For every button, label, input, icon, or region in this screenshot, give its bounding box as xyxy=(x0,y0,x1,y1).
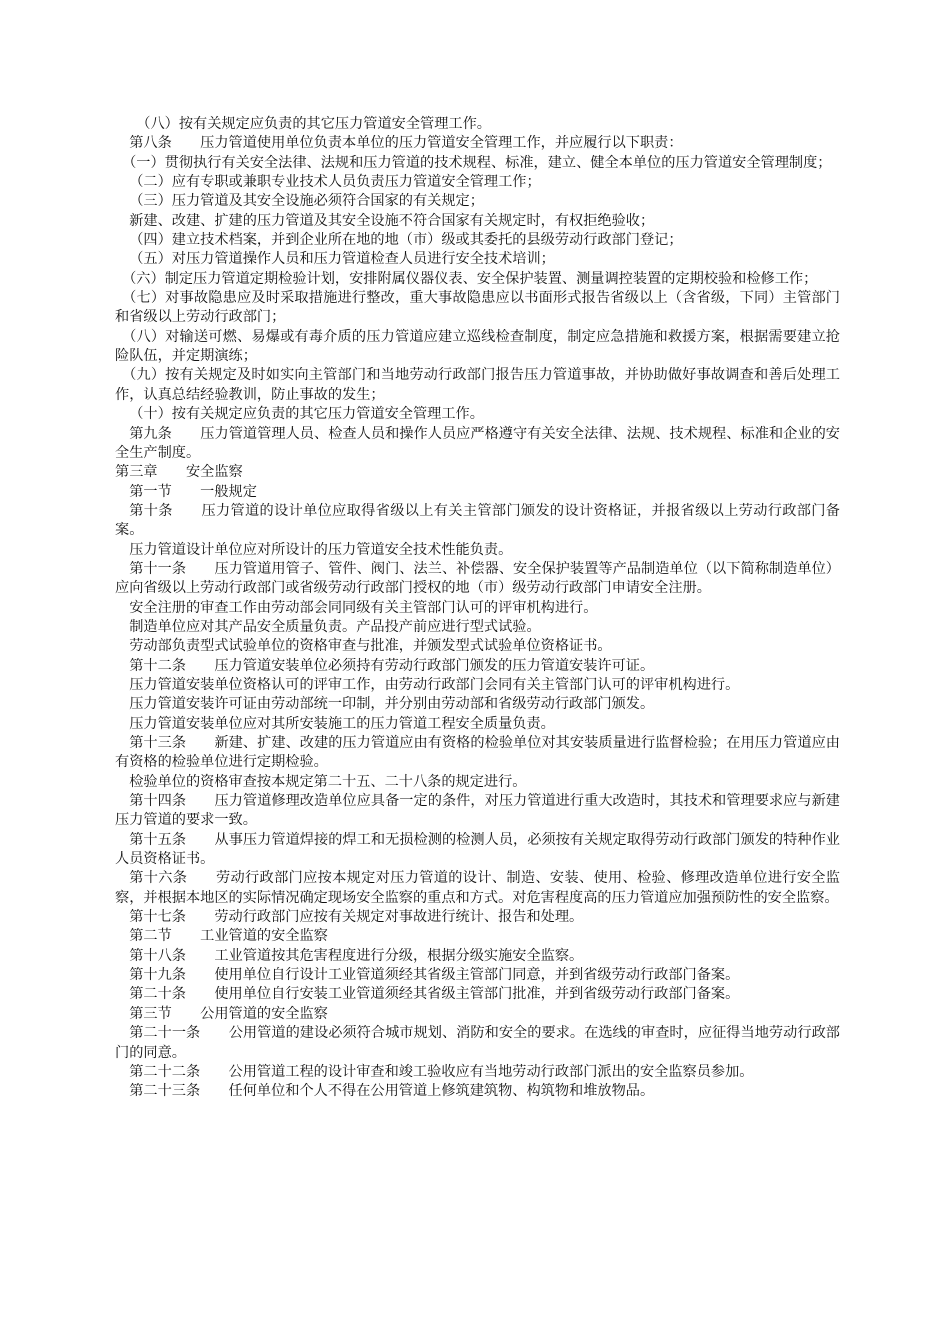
clause-paragraph xyxy=(115,599,840,618)
clause-paragraph xyxy=(115,328,840,367)
paragraph-text: 检验单位的资格审查按本规定第二十五、二十八条的规定进行。 xyxy=(129,773,527,790)
paragraph-text: 压力管道安装单位应对其所安装施工的压力管道工程安全质量负责。 xyxy=(129,715,555,732)
paragraph-text: 压力管道使用单位负责本单位的压力管道安全管理工作，并应履行以下职责： xyxy=(200,135,683,152)
clause-paragraph xyxy=(115,231,840,250)
article-heading: 第十五条 xyxy=(129,831,187,848)
paragraph-text: （二）应有专职或兼职专业技术人员负责压力管道安全管理工作； xyxy=(129,174,541,191)
clause-paragraph xyxy=(115,192,840,211)
article-heading: 第二十三条 xyxy=(129,1083,201,1100)
article-paragraph xyxy=(115,425,840,464)
article-heading: 第二节 xyxy=(129,928,172,945)
article-heading: 第三节 xyxy=(129,1005,172,1022)
article-heading: 第八条 xyxy=(129,135,172,152)
paragraph-text: 任何单位和个人不得在公用管道上修筑建筑物、构筑物和堆放物品。 xyxy=(228,1083,655,1100)
paragraph-text: （九）按有关规定及时如实向主管部门和当地劳动行政部门报告压力管道事故，并协助做好事故调查和善后处理工作，认真总结经验教训，防止事故的发生； xyxy=(115,367,840,403)
paragraph-text: （七）对事故隐患应及时采取措施进行整改，重大事故隐患应以书面形式报告省级以上（含省级，下同）主管部门和省级以上劳动行政部门； xyxy=(115,290,840,326)
article-paragraph xyxy=(115,560,840,599)
article-paragraph xyxy=(115,134,840,153)
paragraph-text: 压力管道安装单位资格认可的评审工作，由劳动行政部门会同有关主管部门认可的评审机构进行。 xyxy=(129,676,740,693)
article-paragraph xyxy=(115,657,840,676)
article-heading: 第九条 xyxy=(129,425,172,442)
article-paragraph xyxy=(115,1082,840,1101)
article-paragraph xyxy=(115,502,840,541)
clause-paragraph xyxy=(115,366,840,405)
article-heading: 第二十二条 xyxy=(129,1063,201,1080)
article-heading: 第二十一条 xyxy=(129,1025,201,1042)
paragraph-text: 制造单位应对其产品安全质量负责。产品投产前应进行型式试验。 xyxy=(129,618,541,635)
article-paragraph xyxy=(115,1005,840,1024)
document-page xyxy=(115,115,840,1102)
paragraph-text: 压力管道的设计单位应取得省级以上有关主管部门颁发的设计资格证，并报省级以上劳动行政部门备案。 xyxy=(115,502,840,539)
clause-paragraph xyxy=(115,212,840,231)
paragraph-text: 公用管道的建设必须符合城市规划、消防和安全的要求。在选线的审查时，应征得当地劳动行政部门的同意。 xyxy=(115,1025,840,1061)
clause-paragraph xyxy=(115,695,840,714)
clause-paragraph xyxy=(115,541,840,560)
paragraph-text: 工业管道按其危害程度进行分级，根据分级实施安全监察。 xyxy=(214,947,584,964)
clause-paragraph xyxy=(115,270,840,289)
article-heading: 第十七条 xyxy=(129,909,186,926)
article-heading: 第十四条 xyxy=(129,793,187,810)
clause-paragraph xyxy=(115,405,840,424)
article-paragraph xyxy=(115,463,840,482)
article-heading: 第十条 xyxy=(129,502,173,519)
paragraph-text: 压力管道设计单位应对所设计的压力管道安全技术性能负责。 xyxy=(129,541,513,558)
paragraph-text: 一般规定 xyxy=(200,483,257,500)
paragraph-text: 新建、扩建、改建的压力管道应由有资格的检验单位对其安装质量进行监督检验；在用压力管道应由有资格的检验单位进行定期检验。 xyxy=(115,735,840,771)
article-heading: 第十六条 xyxy=(129,870,188,887)
article-paragraph xyxy=(115,1063,840,1082)
paragraph-text: （四）建立技术档案，并到企业所在地的地（市）级或其委托的县级劳动行政部门登记； xyxy=(129,232,683,249)
article-paragraph xyxy=(115,869,840,908)
paragraph-text: 安全监察 xyxy=(185,464,243,481)
paragraph-text: 公用管道的安全监察 xyxy=(200,1005,328,1022)
paragraph-text: 压力管道安装许可证由劳动部统一印制，并分别由劳动部和省级劳动行政部门颁发。 xyxy=(129,696,655,713)
article-paragraph xyxy=(115,1024,840,1063)
clause-paragraph xyxy=(115,618,840,637)
article-paragraph xyxy=(115,947,840,966)
article-heading: 第十九条 xyxy=(129,967,186,984)
paragraph-text: 公用管道工程的设计审查和竣工验收应有当地劳动行政部门派出的安全监察员参加。 xyxy=(228,1063,754,1080)
paragraph-text: （六）制定压力管道定期检验计划，安排附属仪器仪表、安全保护装置、测量调控装置的定期校验和检修工作； xyxy=(122,270,818,287)
clause-paragraph xyxy=(115,773,840,792)
paragraph-text: （五）对压力管道操作人员和压力管道检查人员进行安全技术培训； xyxy=(129,251,555,268)
clause-paragraph xyxy=(115,173,840,192)
clause-paragraph xyxy=(115,250,840,269)
article-paragraph xyxy=(115,792,840,831)
article-heading: 第十八条 xyxy=(129,947,186,964)
paragraph-text: 使用单位自行设计工业管道须经其省级主管部门同意，并到省级劳动行政部门备案。 xyxy=(214,967,740,984)
article-heading: 第二十条 xyxy=(129,986,186,1003)
clause-paragraph xyxy=(115,289,840,328)
paragraph-text: （八）按有关规定应负责的其它压力管道安全管理工作。 xyxy=(136,116,491,132)
paragraph-text: 劳动行政部门应按有关规定对事故进行统计、报告和处理。 xyxy=(214,909,584,926)
article-paragraph xyxy=(115,483,840,502)
paragraph-text: 劳动部负责型式试验单位的资格审查与批准，并颁发型式试验单位资格证书。 xyxy=(129,638,612,655)
article-paragraph xyxy=(115,985,840,1004)
article-heading: 第十二条 xyxy=(129,657,186,674)
paragraph-text: 压力管道用管子、管件、阀门、法兰、补偿器、安全保护装置等产品制造单位（以下简称制造单位）应向省级以上劳动行政部门或省级劳动行政部门授权的地（市）级劳动行政部门申请安全注册。 xyxy=(115,560,840,597)
paragraph-text: 使用单位自行安装工业管道须经其省级主管部门批准，并到省级劳动行政部门备案。 xyxy=(214,986,740,1003)
paragraph-text: （十）按有关规定应负责的其它压力管道安全管理工作。 xyxy=(129,406,484,423)
paragraph-text: 压力管道修理改造单位应具备一定的条件，对压力管道进行重大改造时，其技术和管理要求应与新建压力管道的要求一致。 xyxy=(115,793,840,829)
paragraph-text: 新建、改建、扩建的压力管道及其安全设施不符合国家有关规定时，有权拒绝验收； xyxy=(129,212,655,229)
paragraph-text: 工业管道的安全监察 xyxy=(200,928,328,945)
article-paragraph xyxy=(115,927,840,946)
article-paragraph xyxy=(115,966,840,985)
paragraph-text: 劳动行政部门应按本规定对压力管道的设计、制造、安装、使用、检验、修理改造单位进行安全监察，并根据本地区的实际情况确定现场安全监察的重点和方式。对危害程度高的压力管道应加强预防性的安全监察。 xyxy=(115,870,840,906)
article-heading: 第十一条 xyxy=(129,560,187,577)
article-paragraph xyxy=(115,831,840,870)
paragraph-text: （八）对输送可燃、易爆或有毒介质的压力管道应建立巡线检查制度，制定应急措施和救援方案，根据需要建立抢险队伍，并定期演练； xyxy=(115,328,840,365)
clause-paragraph xyxy=(115,676,840,695)
paragraph-text: 压力管道管理人员、检查人员和操作人员应严格遵守有关安全法律、法规、技术规程、标准和企业的安全生产制度。 xyxy=(115,425,840,461)
paragraph-text: （三）压力管道及其安全设施必须符合国家的有关规定； xyxy=(129,193,484,210)
clause-paragraph xyxy=(115,154,840,173)
paragraph-text: （一）贯彻执行有关安全法律、法规和压力管道的技术规程、标准，建立、健全本单位的压力管道安全管理制度； xyxy=(122,154,832,171)
paragraph-text: 压力管道安装单位必须持有劳动行政部门颁发的压力管道安装许可证。 xyxy=(214,657,655,674)
paragraph-text: 从事压力管道焊接的焊工和无损检测的检测人员，必须按有关规定取得劳动行政部门颁发的特种作业人员资格证书。 xyxy=(115,831,840,868)
clause-paragraph xyxy=(115,715,840,734)
clause-paragraph xyxy=(115,115,840,134)
article-heading: 第一节 xyxy=(129,483,172,500)
paragraph-text: 安全注册的审查工作由劳动部会同同级有关主管部门认可的评审机构进行。 xyxy=(129,599,598,616)
article-heading: 第十三条 xyxy=(129,735,187,751)
clause-paragraph xyxy=(115,637,840,656)
article-paragraph xyxy=(115,908,840,927)
article-paragraph xyxy=(115,734,840,773)
article-heading: 第三章 xyxy=(115,464,158,481)
